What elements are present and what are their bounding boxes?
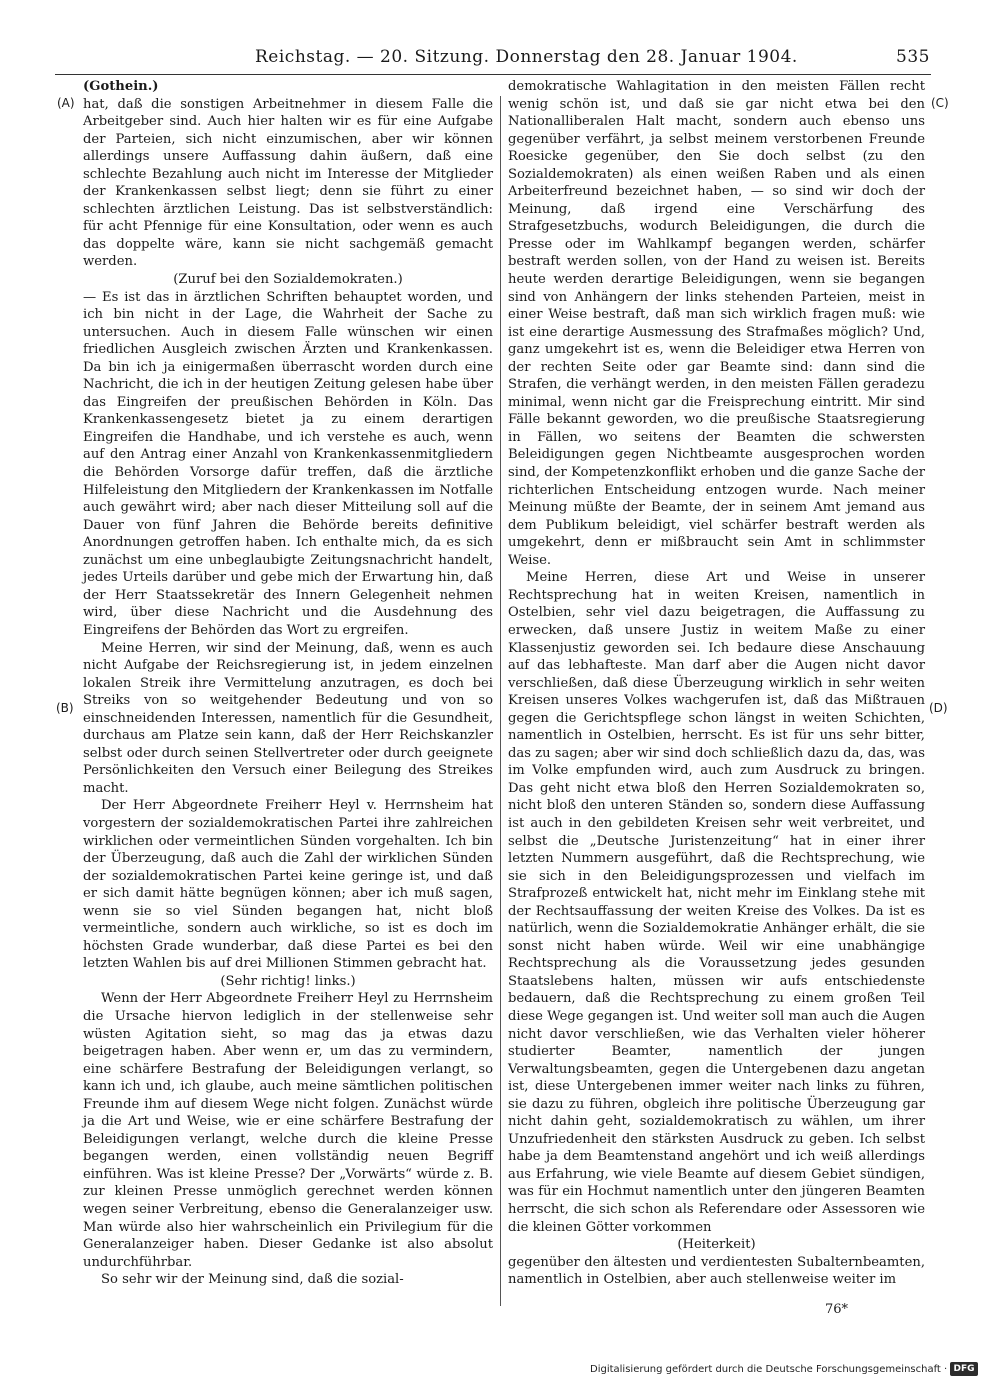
right-column	[508, 78, 925, 1328]
interjection: (Heiterkeit)	[677, 1237, 756, 1253]
paragraph: — Es ist das in ärztlichen Schriften behauptet worden, und ich bin nicht in der Lage, die Wahrheit der Sache zu untersuchen. Auch in diesem Falle wünschen wir einen friedlichen Ausgleich zwischen Ärzten und Krankenkassen. Da bin ich ja einigermaßen überrascht worden durch eine Nachricht, die ich in der heutigen Zeitung gelesen habe über das Eingreifen der preußischen Behörden in Köln. Das Krankenkassengesetz bietet ja zu einem derartigen Eingreifen die Handhabe, und ich verstehe es auch, wenn auf den Antrag einer Anzahl von Krankenkassenmitgliedern die Behörden Vorsorge dafür treffen, daß die ärztliche Hilfeleistung den Mitgliedern der Krankenkassen im Notfalle auch gewährt wird; aber nach dieser Mitteilung soll auf die Dauer von fünf Jahren die Behörde bereits definitive Anordnungen getroffen haben. Ich enthalte mich, da es sich zunächst um eine unbeglaubigte Zeitungsnachricht handelt, jedes Urteils darüber und gebe mich der Erwartung hin, daß der Herr Staatssekretär des Innern Gelegenheit nehmen wird, über diese Nachricht und die Ausdehnung des Eingreifens der Behörden das Wort zu ergreifen.	[83, 289, 493, 638]
running-header	[255, 47, 930, 73]
margin-mark-d: (D)	[929, 701, 948, 715]
margin-mark-a: (A)	[57, 96, 75, 110]
dfg-logo: DFG	[950, 1362, 978, 1376]
footer-credit: Digitalisierung gefördert durch die Deutsche Forschungsgemeinschaft ·	[590, 1364, 948, 1375]
paragraph: Der Herr Abgeordnete Freiherr Heyl v. Herrnsheim hat vorgestern der sozialdemokratischen Partei ihre zahlreichen wirklichen oder vermeintlichen Sünden vorgehalten. Ich bin der Überzeugung, daß auch die Zahl der wirklichen Sünden der sozialdemokratischen Partei keine geringe ist, und daß er sich damit hätte begnügen können; aber ich muß sagen, wenn sie so viel Sünden begangen hat, nicht bloß vermeintliche, sondern auch wirkliche, so ist es doch im höchsten Grade wunderbar, daß diese Partei es bei den letzten Wahlen bis auf drei Millionen Stimmen gebracht hat.	[83, 798, 493, 972]
margin-mark-b: (B)	[56, 701, 74, 715]
interjection: (Zuruf bei den Sozialdemokraten.)	[173, 272, 403, 288]
margin-mark-c: (C)	[931, 96, 949, 110]
interjection: (Sehr richtig! links.)	[220, 973, 356, 989]
paragraph: hat, daß die sonstigen Arbeitnehmer in diesem Falle die Arbeitgeber sind. Auch hier halten wir es für eine Aufgabe der Parteien, sich nicht einzumischen, aber wir können allerdings unsere Auffassung dahin äußern, daß eine schlechte Bezahlung auch nicht im Interesse der Mitglieder der Krankenkassen selbst liegt; denn sie führt zu einer schlechten ärztlichen Leistung. Das ist selbstverständlich: für acht Pfennige für eine Konsultation, oder wenn es auch das doppelte wäre, kann sie nicht sachgemäß gemacht werden.	[83, 96, 493, 270]
paragraph: Meine Herren, diese Art und Weise in unserer Rechtsprechung hat in weiten Kreisen, namentlich in Ostelbien, sehr viel dazu beigetragen, die Auffassung zu erwecken, daß unsere Justiz in weitem Maße zu einer Klassenjustiz geworden sei. Ich bedaure diese Anschauung auf das lebhafteste. Man darf aber die Augen nicht davor verschließen, daß diese Überzeugung wirklich in sehr weiten Kreisen unseres Volkes wachgerufen ist, daß das Mißtrauen gegen die Gerichtspflege schon längst in weiten Schichten, namentlich in Ostelbien, herrscht. Es ist für uns sehr bitter, das zu sagen; aber wir sind doch schließlich dazu da, das, was im Volke empfunden wird, auch zum Ausdruck zu bringen. Das geht nicht etwa bloß den Herren Sozialdemokraten so, nicht bloß den unteren Ständen so, sondern diese Auffassung ist auch in den gebildeten Kreisen sehr weit verbreitet, und selbst die „Deutsche Juristenzeitung“ hat in einer ihrer letzten Nummern ausgeführt, daß die Rechtsprechung, wie sie sich in den Beleidigungsprozessen und vielfach im Strafprozeß entwickelt hat, nicht mehr im Einklang stehe mit der Rechtsauffassung der weiten Kreise des Volkes. Da ist es natürlich, wenn die Sozialdemokratie Anhänger erhält, die sie sonst nicht haben würde. Weil wir eine unabhängige Rechtsprechung als die Voraussetzung jedes gesunden Staatslebens halten, müssen wir aufs entschiedenste bedauern, daß die Rechtsprechung zu einem großen Teil diese Wege gegangen ist. Und weiter soll man auch die Augen nicht davor verschließen, wie das Verhalten vieler höherer studierter Beamter, namentlich der jungen Verwaltungsbeamten, gegen die Untergebenen dazu angetan ist, diese Untergebenen immer weiter nach links zu führen, sie dazu zu führen, obgleich ihre politische Überzeugung gar nicht dahin geht, sozialdemokratisch zu wählen, um ihrer Unzufriedenheit den stärksten Ausdruck zu geben. Ich selbst habe ja dem Beamtenstand angehört und ich weiß allerdings aus Erfahrung, wie viele Beamte auf diesem Gebiet sündigen, was für ein Hochmut namentlich unter den jüngeren Beamten herrscht, die sich schon als Referendare oder Assessoren wie die kleinen Götter vorkommen	[508, 570, 925, 1235]
paragraph: gegenüber den ältesten und verdientesten Subalternbeamten, namentlich in Ostelbien, aber auch stellenweise weiter im	[508, 1254, 925, 1288]
paragraph: So sehr wir der Meinung sind, daß die sozial-	[101, 1272, 404, 1288]
paragraph: Wenn der Herr Abgeordnete Freiherr Heyl zu Herrnsheim die Ursache hiervon lediglich in der stellenweise sehr wüsten Agitation sieht, so mag das ja etwas dazu beigetragen haben. Aber wenn er, um das zu vermindern, eine schärfere Bestrafung der Beleidigungen verlangt, so kann ich und, ich glaube, auch meine sämtlichen politischen Freunde ihm auf diesem Wege nicht folgen. Zunächst würde ja die Art und Weise, wie er eine schärfere Bestrafung der Beleidigungen verlangt, welche durch die kleine Presse begangen werden, einen vollständig neuen Begriff einführen. Was ist kleine Presse? Der „Vorwärts“ würde z. B. zur kleinen Presse unmöglich gerechnet werden können wegen seiner Verbreitung, ebenso die Generalanzeiger usw. Man würde also hier wahrscheinlich ein Privilegium für die Generalanzeiger haben. Dieser Gedanke ist also absolut undurchführbar.	[83, 991, 493, 1270]
paragraph: demokratische Wahlagitation in den meisten Fällen recht wenig schön ist, und daß sie gar nicht etwa bei den Nationalliberalen Halt macht, sondern auch ebenso uns gegenüber verfährt, ja selbst meinem verstorbenen Freunde Roesicke gegenüber, den Sie doch selbst (zu den Sozialdemokraten) als einen weißen Raben und als einen Arbeiterfreund bezeichnet haben, — so sind wir doch der Meinung, daß irgend eine Verschärfung des Strafgesetzbuchs, wodurch Beleidigungen, die durch die Presse oder im Wahlkampf begangen werden, schärfer bestraft werden sollen, von der Hand zu weisen ist. Bereits heute werden derartige Beleidigungen, wenn sie begangen sind von Anhängern der links stehenden Parteien, meist in einer Weise bestraft, daß man sich wirklich fragen muß: wie ist eine derartige Ausmessung des Strafmaßes möglich? Und, ganz umgekehrt ist es, wenn die Beleidiger etwa Herren von der rechten Seite oder gar Beamte sind: dann sind die Strafen, die verhängt werden, in den meisten Fällen geradezu minimal, wenn nicht gar die Freisprechung eintritt. Mir sind Fälle bekannt geworden, wo die preußische Staatsregierung in Fällen, wo seitens der Beamten die schwersten Beleidigungen gegen Nichtbeamte ausgesprochen worden sind, der Kompetenzkonflikt erhoben und die ganze Sache der richterlichen Entscheidung entzogen wurde. Nach meiner Meinung müßte der Beamte, der in seinem Amt jemand aus dem Publikum beleidigt, viel schärfer bestraft werden als umgekehrt, denn er mißbraucht sein Amt in schlimmster Weise.	[508, 79, 925, 568]
page-number: 535	[896, 47, 930, 67]
column-divider	[500, 96, 501, 1306]
paragraph: Meine Herren, wir sind der Meinung, daß, wenn es auch nicht Aufgabe der Reichsregierung ist, in jedem einzelnen lokalen Streik ihre Vermittelung anzutragen, es doch bei Streiks von so weitgehender Bedeutung und von so einschneidenden Interessen, namentlich für die Gesundheit, durchaus am Platze sein kann, daß der Herr Reichskanzler selbst oder durch seinen Stellvertreter oder durch geeignete Persönlichkeiten den Versuch einer Beilegung des Streikes macht.	[83, 640, 493, 796]
header-title: Reichstag. — 20. Sitzung. Donnerstag den 28. Januar 1904.	[255, 47, 798, 67]
sheet-number: 76*	[825, 1302, 849, 1317]
left-column	[83, 78, 493, 1328]
speaker-label: (Gothein.)	[83, 79, 159, 94]
header-rule	[55, 74, 931, 75]
